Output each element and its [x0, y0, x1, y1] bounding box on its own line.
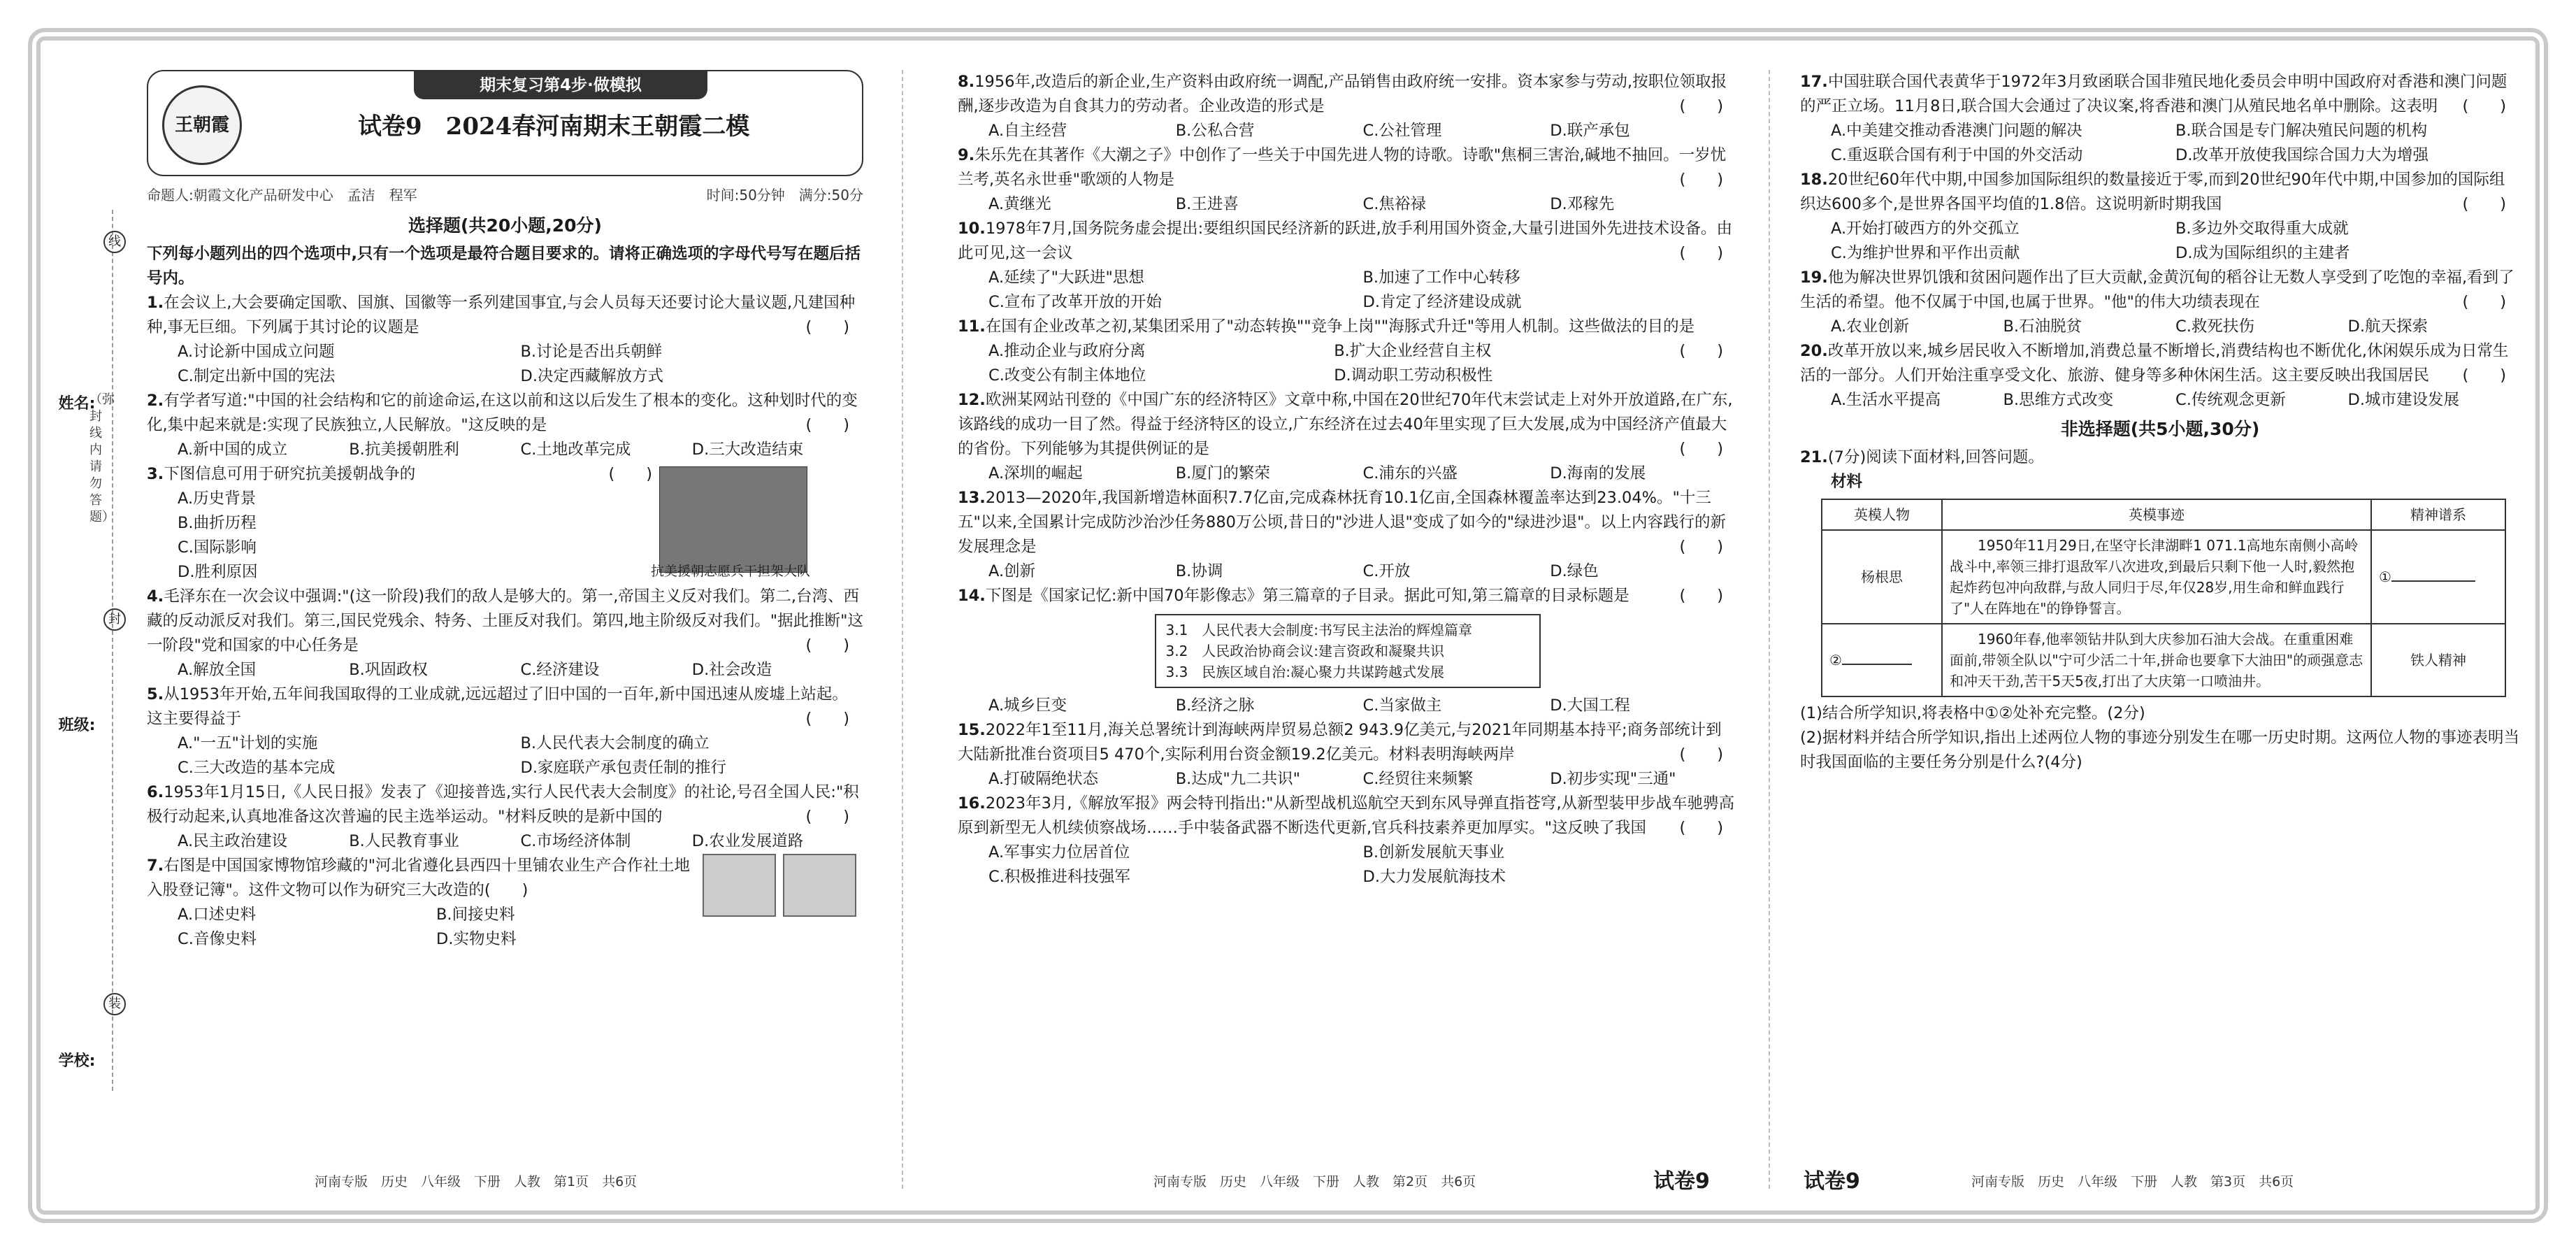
option[interactable]: A.讨论新中国成立问题	[178, 343, 335, 361]
option[interactable]: C.市场经济体制	[520, 832, 631, 850]
option[interactable]: A.新中国的成立	[178, 441, 288, 459]
option[interactable]: D.初步实现"三通"	[1550, 770, 1676, 788]
sub-question-2: (2)据材料并结合所学知识,指出上述两位人物的事迹分别发生在哪一历史时期。这两位人物的事迹表明当时我国面临的主要任务分别是什么?(4分)	[1800, 729, 2520, 771]
option[interactable]: D.大力发展航海技术	[1362, 868, 1506, 886]
section-title: 非选择题(共5小题,30分)	[2060, 419, 2260, 439]
option[interactable]: A."一五"计划的实施	[178, 734, 318, 752]
question-stem: 2023年3月,《解放军报》两会特刊指出:"从新型战机巡航空天到东风导弹直指苍穹,从新型装甲步战车驰骋高原到新型无人机续侦察战场……手中装备武器不断迭代更新,官兵科技素养更加厚实。"这反映了我国	[958, 794, 1735, 837]
page-footer-3: 河南专版 历史 八年级 下册 人教 第3页 共6页	[1971, 1174, 2294, 1189]
question-15: 15.2022年1至11月,海关总署统计到海峡两岸贸易总额2 943.9亿美元,与2021年同期基本持平;商务部统计到大陆新批准台资项目5 470个,实际利用台资金额19.2亿美元。材料表明海峡两岸 ( ) A.打破隔绝状态 B.达成"九二共识" C.经贸往来频繁 D.初步实现"三通"	[958, 718, 1737, 792]
question-3: 3.下图信息可用于研究抗美援朝战争的 ( ) A.历史背景 B.曲折历程 C.国际影响 D.胜利原因 抗美援朝志愿兵干担架大队	[147, 462, 863, 585]
option[interactable]: C.改变公有制主体地位	[988, 366, 1146, 385]
option[interactable]: D.成为国际组织的主建者	[2175, 244, 2350, 262]
option[interactable]: D.实物史料	[436, 930, 517, 948]
exam-title: 试卷9 2024春河南期末王朝霞二模	[358, 113, 750, 141]
question-stem: 20世纪60年代中期,中国参加国际组织的数量接近于零,而到20世纪90年代中期,中国参加的国际组织达600多个,是世界各国平均值的1.8倍。这说明新时期我国	[1800, 171, 2505, 213]
table-cell: 1950年11月29日,在坚守长津湖畔1 071.1高地东南侧小高岭战斗中,率领三排打退敌军八次进攻,到最后只剩下他一人时,毅然抱起炸药包冲向敌群,与敌人同归于尽,年仅28岁,用生命和鲜血践行了"人在阵地在"的铮铮誓言。	[1942, 530, 2371, 624]
option[interactable]: D.大国工程	[1550, 696, 1630, 715]
option[interactable]: A.推动企业与政府分离	[988, 342, 1146, 360]
option[interactable]: B.思维方式改变	[2003, 391, 2114, 409]
question-13: 13.2013—2020年,我国新增造林面积7.7亿亩,完成森林抚育10.1亿亩,全国森林覆盖率达到23.04%。"十三五"以来,全国累计完成防沙治沙任务880万公顷,昔日的"沙进人退"变成了如今的"绿进沙退"。以上内容践行的新发展理念是 ( ) A.创新 B.协调 C.开放 D.绿色	[958, 486, 1737, 584]
school-label: 学校:	[58, 1052, 96, 1070]
option[interactable]: B.曲折历程	[178, 514, 257, 532]
question-stem: 朱乐先在其著作《大潮之子》中创作了一些关于中国先进人物的诗歌。诗歌"焦桐三害治,碱地不抽回。一岁忧兰考,英名永世垂"歌颂的人物是	[958, 146, 1727, 189]
option[interactable]: D.家庭联产承包责任制的推行	[520, 759, 726, 777]
war-photo	[659, 466, 807, 573]
column-2	[958, 70, 1737, 889]
option[interactable]: D.肯定了经济建设成就	[1362, 293, 1522, 311]
table-cell: 杨根思	[1822, 530, 1942, 624]
answer-bracket[interactable]: ( )	[805, 416, 849, 434]
table-header: 英模事迹	[1942, 499, 2371, 530]
answer-bracket[interactable]: ( )	[805, 710, 849, 728]
name-label: 姓名:	[58, 395, 96, 413]
question-5: 5.从1953年开始,五年间我国取得的工业成就,远远超过了旧中国的一百年,新中国迅速从废墟上站起。这主要得益于 ( ) A."一五"计划的实施 B.人民代表大会制度的确立 C.三大改造的基本完成 D.家庭联产承包责任制的推行	[147, 682, 863, 780]
class-label: 班级:	[58, 717, 96, 734]
question-stem: 他为解决世界饥饿和贫困问题作出了巨大贡献,金黄沉甸的稻谷让无数人享受到了吃饱的幸福,看到了生活的希望。他不仅属于中国,也属于世界。"他"的伟大功绩表现在	[1800, 269, 2514, 311]
section-title: 选择题(共20小题,20分)	[408, 215, 602, 236]
toc-item: 3.2 人民政治协商会议:建言资政和凝聚共识	[1165, 643, 1445, 659]
answer-bracket[interactable]: ( )	[805, 636, 849, 655]
answer-blank-1[interactable]: ①	[2371, 530, 2505, 624]
option[interactable]: D.邓稼先	[1550, 195, 1615, 213]
option[interactable]: A.军事实力位居首位	[988, 843, 1130, 862]
option[interactable]: B.王进喜	[1175, 195, 1239, 213]
question-stem: 在会议上,大会要确定国歌、国旗、国徽等一系列建国事宜,与会人员每天还要讨论大量议题,凡建国种种,事无巨细。下列属于其讨论的议题是	[147, 294, 856, 336]
question-19: 19.他为解决世界饥饿和贫困问题作出了巨大贡献,金黄沉甸的稻谷让无数人享受到了吃饱的幸福,看到了生活的希望。他不仅属于中国,也属于世界。"他"的伟大功绩表现在 ( ) A.农业创新 B.石油脱贫 C.救死扶伤 D.航天探索	[1800, 266, 2520, 339]
option[interactable]: D.城市建设发展	[2347, 391, 2459, 409]
answer-bracket[interactable]: ( )	[608, 465, 652, 483]
exam-header	[147, 70, 863, 176]
answer-bracket[interactable]: ( )	[1679, 440, 1723, 458]
option[interactable]: B.多边外交取得重大成就	[2175, 220, 2349, 238]
question-20: 20.改革开放以来,城乡居民收入不断增加,消费总量不断增长,消费结构也不断优化,休闲娱乐成为日常生活的一部分。人们开始注重享受文化、旅游、健身等多种休闲生活。这主要反映出我国居民 ( ) A.生活水平提高 B.思维方式改变 C.传统观念更新 D.城市建设发展	[1800, 339, 2520, 413]
option[interactable]: A.自主经营	[988, 122, 1067, 140]
option[interactable]: A.历史背景	[178, 489, 257, 508]
table-of-contents	[1155, 614, 1541, 688]
option[interactable]: A.生活水平提高	[1831, 391, 1941, 409]
toc-item: 3.1 人民代表大会制度:书写民主法治的辉煌篇章	[1165, 622, 1473, 638]
question-stem: 1953年1月15日,《人民日报》发表了《迎接普选,实行人民代表大会制度》的社论,号召全国人民:"积极行动起来,认真地准备这次普遍的民主选举运动。"材料反映的是新中国的	[147, 783, 859, 826]
answer-blank-2[interactable]: ②	[1822, 624, 1942, 696]
option[interactable]: D.航天探索	[2347, 317, 2428, 336]
question-stem: 下图信息可用于研究抗美援朝战争的	[164, 465, 416, 483]
page-footer-2: 河南专版 历史 八年级 下册 人教 第2页 共6页	[1153, 1174, 1476, 1189]
option[interactable]: D.社会改造	[691, 661, 772, 679]
question-11: 11.在国有企业改革之初,某集团采用了"动态转换""竞争上岗""海豚式升迁"等用人机制。这些做法的目的是 ( ) A.推动企业与政府分离 B.扩大企业经营自主权 C.改变公有制主体地位 D.调动职工劳动积极性	[958, 315, 1737, 388]
option[interactable]: C.公社管理	[1362, 122, 1442, 140]
option[interactable]: D.绿色	[1550, 562, 1599, 580]
option[interactable]: A.农业创新	[1831, 317, 1910, 336]
question-stem: 中国驻联合国代表黄华于1972年3月致函联合国非殖民地化委员会申明中国政府对香港和澳门问题的严正立场。11月8日,联合国大会通过了决议案,将香港和澳门从殖民地名单中删除。这表明	[1800, 73, 2507, 115]
question-stem: 欧洲某网站刊登的《中国广东的经济特区》文章中称,中国在20世纪70年代末尝试走上对外开放道路,在广东,该路线的成功一目了然。得益于经济特区的设立,广东经济在过去40年里实现了巨大发展,成为中国经济产值最大的省份。下列能够为其提供例证的是	[958, 391, 1733, 458]
option[interactable]: D.联产承包	[1550, 122, 1630, 140]
question-9: 9.朱乐先在其著作《大潮之子》中创作了一些关于中国先进人物的诗歌。诗歌"焦桐三害治,碱地不抽回。一岁忧兰考,英名永世垂"歌颂的人物是 ( ) A.黄继光 B.王进喜 C.焦裕禄 D.邓稼先	[958, 143, 1737, 217]
option[interactable]: C.救死扶伤	[2175, 317, 2254, 336]
question-stem: 右图是中国国家博物馆珍藏的"河北省遵化县西四十里铺农业生产合作社土地入股登记簿"。这件文物可以作为研究三大改造的	[147, 857, 691, 899]
page-footer-1: 河南专版 历史 八年级 下册 人教 第1页 共6页	[315, 1174, 638, 1189]
table-row	[1822, 624, 2505, 696]
option[interactable]: D.海南的发展	[1550, 464, 1646, 482]
answer-bracket[interactable]: ( )	[805, 808, 849, 826]
table-row	[1822, 530, 2505, 624]
question-12: 12.欧洲某网站刊登的《中国广东的经济特区》文章中称,中国在20世纪70年代末尝试走上对外开放道路,在广东,该路线的成功一目了然。得益于经济特区的设立,广东经济在过去40年里实现了巨大发展,成为中国经济产值最大的省份。下列能够为其提供例证的是 ( ) A.深圳的崛起 B.厦门的繁荣 C.浦东的兴盛 D.海南的发展	[958, 388, 1737, 486]
column-divider	[1769, 70, 1770, 1189]
option[interactable]: B.巩固政权	[349, 661, 428, 679]
question-7: 7.右图是中国国家博物馆珍藏的"河北省遵化县西四十里铺农业生产合作社土地入股登记簿"。这件文物可以作为研究三大改造的( ) A.口述史料 B.间接史料 C.音像史料 D.实物史料	[147, 854, 863, 952]
material-label: 材料	[1831, 473, 1863, 491]
option[interactable]: C.国际影响	[178, 538, 257, 557]
authors: 命题人:朝霞文化产品研发中心 孟洁 程军	[147, 187, 417, 203]
photo-caption: 抗美援朝志愿兵干担架大队	[650, 564, 810, 579]
seal-ring-bottom: 装	[103, 993, 126, 1015]
option[interactable]: B.抗美援朝胜利	[349, 441, 459, 459]
question-1: 1.在会议上,大会要确定国歌、国旗、国徽等一系列建国事宜,与会人员每天还要讨论大量议题,凡建国种种,事无巨细。下列属于其讨论的议题是 ( ) A.讨论新中国成立问题 B.讨论是否出兵朝鲜 C.制定出新中国的宪法 D.决定西藏解放方式	[147, 291, 863, 389]
question-17: 17.中国驻联合国代表黄华于1972年3月致函联合国非殖民地化委员会申明中国政府对香港和澳门问题的严正立场。11月8日,联合国大会通过了决议案,将香港和澳门从殖民地名单中删除。这表明 ( ) A.中美建交推动香港澳门问题的解决 B.联合国是专门解决殖民问题的机构 C.重返联合国有利于中国的外交活动 D.改革开放使我国综合国力大为增强	[1800, 70, 2520, 168]
question-4: 4.毛泽东在一次会议中强调:"(这一阶段)我们的敌人是够大的。第一,帝国主义反对我们。第二,台湾、西藏的反动派反对我们。第三,国民党残余、特务、土匪反对我们。第四,地主阶级反对我们。"据此推断"这一阶段"党和国家的中心任务是 ( ) A.解放全国 B.巩固政权 C.经济建设 D.社会改造	[147, 585, 863, 682]
option[interactable]: D.胜利原因	[178, 563, 258, 581]
question-6: 6.1953年1月15日,《人民日报》发表了《迎接普选,实行人民代表大会制度》的社论,号召全国人民:"积极行动起来,认真地准备这次普遍的民主选举运动。"材料反映的是新中国的 ( ) A.民主政治建设 B.人民教育事业 C.市场经济体制 D.农业发展道路	[147, 780, 863, 854]
option[interactable]: A.解放全国	[178, 661, 257, 679]
answer-bracket[interactable]: ( )	[1679, 587, 1723, 605]
option[interactable]: B.联合国是专门解决殖民问题的机构	[2175, 122, 2428, 140]
question-8: 8.1956年,改造后的新企业,生产资料由政府统一调配,产品销售由政府统一安排。资本家参与劳动,按职位领取报酬,逐步改造为自食其力的劳动者。企业改造的形式是 ( ) A.自主经营 B.公私合营 C.公社管理 D.联产承包	[958, 70, 1737, 143]
table-header-row	[1822, 499, 2505, 530]
question-10: 10.1978年7月,国务院务虚会提出:要组织国民经济新的跃进,放手利用国外资金,大量引进国外先进技术设备。由此可见,这一会议 ( ) A.延续了"大跃进"思想 B.加速了工作中心转移 C.宣布了改革开放的开始 D.肯定了经济建设成就	[958, 217, 1737, 315]
question-stem: 1956年,改造后的新企业,生产资料由政府统一调配,产品销售由政府统一安排。资本家参与劳动,按职位领取报酬,逐步改造为自食其力的劳动者。企业改造的形式是	[958, 73, 1727, 115]
option[interactable]: C.积极推进科技强军	[988, 868, 1130, 886]
option[interactable]: B.人民代表大会制度的确立	[520, 734, 710, 752]
option[interactable]: A.口述史料	[178, 906, 257, 924]
answer-bracket[interactable]: ( )	[1679, 342, 1723, 360]
answer-bracket[interactable]: ( )	[1679, 538, 1723, 556]
question-2: 2.有学者写道:"中国的社会结构和它的前途命运,在这以前和这以后发生了根本的变化。这种划时代的变化,集中起来就是:实现了民族独立,人民解放。"这反映的是 ( ) A.新中国的成立 B.抗美援朝胜利 C.土地改革完成 D.三大改造结束	[147, 389, 863, 462]
instructions: 下列每小题列出的四个选项中,只有一个选项是最符合题目要求的。请将正确选项的字母代号写在题后括号内。	[147, 245, 861, 287]
option[interactable]: C.传统观念更新	[2175, 391, 2286, 409]
option[interactable]: C.当家做主	[1362, 696, 1442, 715]
option[interactable]: B.讨论是否出兵朝鲜	[520, 343, 663, 361]
option[interactable]: D.决定西藏解放方式	[520, 367, 663, 385]
option[interactable]: B.创新发展航天事业	[1362, 843, 1505, 862]
answer-bracket[interactable]: ( )	[484, 881, 528, 899]
option[interactable]: C.浦东的兴盛	[1362, 464, 1458, 482]
option[interactable]: A.延续了"大跃进"思想	[988, 269, 1144, 287]
option[interactable]: B.加速了工作中心转移	[1362, 269, 1520, 287]
answer-bracket[interactable]: ( )	[2462, 293, 2506, 311]
option[interactable]: B.达成"九二共识"	[1175, 770, 1301, 788]
column-3	[1800, 70, 2520, 775]
option[interactable]: B.经济之脉	[1175, 696, 1255, 715]
option[interactable]: B.公私合营	[1175, 122, 1255, 140]
answer-bracket[interactable]: ( )	[1679, 97, 1723, 115]
seal-ring-middle: 封	[103, 608, 126, 631]
option[interactable]: A.深圳的崛起	[988, 464, 1083, 482]
question-stem: 下图是《国家记忆:新中国70年影像志》第三篇章的子目录。据此可知,第三篇章的目录标题是	[985, 587, 1629, 605]
sub-question-1: (1)结合所学知识,将表格中①②处补充完整。(2分)	[1800, 704, 2145, 722]
answer-bracket[interactable]: ( )	[1679, 171, 1723, 189]
option[interactable]: A.创新	[988, 562, 1036, 580]
option[interactable]: A.黄继光	[988, 195, 1051, 213]
question-18: 18.20世纪60年代中期,中国参加国际组织的数量接近于零,而到20世纪90年代中期,中国参加的国际组织达600多个,是世界各国平均值的1.8倍。这说明新时期我国 ( ) A.开始打破西方的外交孤立 B.多边外交取得重大成就 C.为维护世界和平作出贡献 D.成为国际组织的主建者	[1800, 168, 2520, 266]
option[interactable]: D.三大改造结束	[691, 441, 804, 459]
question-stem: 毛泽东在一次会议中强调:"(这一阶段)我们的敌人是够大的。第一,帝国主义反对我们。第二,台湾、西藏的反动派反对我们。第三,国民党残余、特务、土匪反对我们。第四,地主阶级反对我们。"据此推断"这一阶段"党和国家的中心任务是	[147, 587, 864, 655]
answer-bracket[interactable]: ( )	[2462, 97, 2506, 115]
option[interactable]: C.为维护世界和平作出贡献	[1831, 244, 2020, 262]
answer-bracket[interactable]: ( )	[805, 318, 849, 336]
table-header: 英模人物	[1822, 499, 1942, 530]
option[interactable]: C.音像史料	[178, 930, 257, 948]
option[interactable]: D.调动职工劳动积极性	[1334, 366, 1493, 385]
table-cell: 铁人精神	[2371, 624, 2505, 696]
option[interactable]: A.开始打破西方的外交孤立	[1831, 220, 2020, 238]
toc-item: 3.3 民族区域自治:凝心聚力共谋跨越式发展	[1165, 664, 1445, 680]
register-book-photo	[703, 854, 856, 917]
option[interactable]: D.农业发展道路	[691, 832, 804, 850]
paper-badge: 试卷9	[1653, 1169, 1710, 1194]
seal-ring-top: 线	[103, 231, 126, 253]
paper-badge: 试卷9	[1804, 1169, 1860, 1194]
table-cell: 1960年春,他率领钻井队到大庆参加石油大会战。在重重困难面前,带领全队以"宁可少活二十年,拼命也要拿下大油田"的顽强意志和冲天干劲,苦干5天5夜,打出了大庆第一口喷油井。	[1942, 624, 2371, 696]
question-stem: 有学者写道:"中国的社会结构和它的前途命运,在这以前和这以后发生了根本的变化。这种划时代的变化,集中起来就是:实现了民族独立,人民解放。"这反映的是	[147, 392, 858, 434]
seal-line	[112, 210, 113, 1091]
option[interactable]: A.中美建交推动香港澳门问题的解决	[1831, 122, 2082, 140]
option[interactable]: C.重返联合国有利于中国的外交活动	[1831, 146, 2083, 164]
option[interactable]: A.打破隔绝状态	[988, 770, 1099, 788]
question-stem: (7分)阅读下面材料,回答问题。	[1827, 448, 2044, 466]
option[interactable]: A.民主政治建设	[178, 832, 288, 850]
answer-bracket[interactable]: ( )	[1679, 745, 1723, 764]
option[interactable]: C.开放	[1362, 562, 1411, 580]
question-stem: 在国有企业改革之初,某集团采用了"动态转换""竞争上岗""海豚式升迁"等用人机制。这些做法的目的是	[985, 317, 1695, 336]
exam-meta	[147, 183, 863, 208]
option[interactable]: B.厦门的繁荣	[1175, 464, 1270, 482]
question-14: 14.下图是《国家记忆:新中国70年影像志》第三篇章的子目录。据此可知,第三篇章的目录标题是 ( ) 3.1 人民代表大会制度:书写民主法治的辉煌篇章 3.2 人民政治协商会议:建言资政和凝聚共识 3.3 民族区域自治:凝心聚力共谋跨越式发展 A.城乡巨变 B.经济之脉 C.当家做主 D.大国工程	[958, 584, 1737, 718]
header-banner: 期末复习第4步·做模拟	[414, 71, 707, 99]
question-stem: 从1953年开始,五年间我国取得的工业成就,远远超过了旧中国的一百年,新中国迅速从废墟上站起。这主要得益于	[147, 685, 848, 728]
option[interactable]: C.经济建设	[520, 661, 600, 679]
question-stem: 2013—2020年,我国新增造林面积7.7亿亩,完成森林抚育10.1亿亩,全国森林覆盖率达到23.04%。"十三五"以来,全国累计完成防沙治沙任务880万公顷,昔日的"沙进人退"变成了如今的"绿进沙退"。以上内容践行的新发展理念是	[958, 489, 1726, 556]
question-stem: 1978年7月,国务院务虚会提出:要组织国民经济新的跃进,放手利用国外资金,大量引进国外先进技术设备。由此可见,这一会议	[958, 220, 1732, 262]
option[interactable]: B.石油脱贫	[2003, 317, 2082, 336]
table-header: 精神谱系	[2371, 499, 2505, 530]
option[interactable]: B.人民教育事业	[349, 832, 459, 850]
hero-table	[1821, 499, 2506, 697]
question-stem: 2022年1至11月,海关总署统计到海峡两岸贸易总额2 943.9亿美元,与2021年同期基本持平;商务部统计到大陆新批准台资项目5 470个,实际利用台资金额19.2亿美元。材料表明海峡两岸	[958, 721, 1722, 764]
brand-logo: 王朝霞	[162, 85, 242, 165]
option[interactable]: A.城乡巨变	[988, 696, 1067, 715]
option[interactable]: C.土地改革完成	[520, 441, 631, 459]
option[interactable]: C.宣布了改革开放的开始	[988, 293, 1162, 311]
option[interactable]: C.经贸往来频繁	[1362, 770, 1474, 788]
seal-note: （弥封线内请勿答题）	[89, 392, 115, 524]
answer-bracket[interactable]: ( )	[1679, 244, 1723, 262]
option[interactable]: C.制定出新中国的宪法	[178, 367, 336, 385]
question-21: 21.(7分)阅读下面材料,回答问题。 材料 英模人物 英模事迹 精神谱系 杨根思 1950年11月29日,在坚守长津湖畔1 071.1高地东南侧小高岭战斗中,率领三排打退敌军八次进攻,到最后只剩下他一人时,毅然抱起炸药包冲向敌群,与敌人同归于尽,年仅28岁,用生命和鲜血践行了"人在阵地在"的铮铮誓言。 ① ② 1960年春,他率领钻井队到大庆参加石油大会战。在重重困难面前,带领全队以"宁可少活二十年,拼命也要拿下大油田"的顽强意志和冲天干劲,苦干5天5夜,打出了大庆第一口喷油井。 铁人精神 (1)结合所学知识,将表格中①②处补充完整。(2分) (2)据材料并结合所学知识,指出上述两位人物的事迹分别发生在哪一历史时期。这两位人物的事迹表明当时我国面临的主要任务分别是什么?(4分)	[1800, 445, 2520, 775]
option[interactable]: B.扩大企业经营自主权	[1334, 342, 1492, 360]
option[interactable]: B.间接史料	[436, 906, 515, 924]
option[interactable]: C.焦裕禄	[1362, 195, 1426, 213]
option[interactable]: C.三大改造的基本完成	[178, 759, 336, 777]
option[interactable]: D.改革开放使我国综合国力大为增强	[2175, 146, 2429, 164]
answer-bracket[interactable]: ( )	[2462, 195, 2506, 213]
answer-bracket[interactable]: ( )	[1679, 819, 1723, 837]
column-divider	[902, 70, 903, 1189]
question-16: 16.2023年3月,《解放军报》两会特刊指出:"从新型战机巡航空天到东风导弹直指苍穹,从新型装甲步战车驰骋高原到新型无人机续侦察战场……手中装备武器不断迭代更新,官兵科技素养更加厚实。"这反映了我国 ( ) A.军事实力位居首位 B.创新发展航天事业 C.积极推进科技强军 D.大力发展航海技术	[958, 792, 1737, 889]
time-score: 时间:50分钟 满分:50分	[706, 187, 863, 203]
question-stem: 改革开放以来,城乡居民收入不断增加,消费总量不断增长,消费结构也不断优化,休闲娱乐成为日常生活的一部分。人们开始注重享受文化、旅游、健身等多种休闲生活。这主要反映出我国居民	[1800, 342, 2509, 385]
answer-bracket[interactable]: ( )	[2462, 366, 2506, 385]
option[interactable]: B.协调	[1175, 562, 1223, 580]
column-1	[147, 70, 863, 952]
